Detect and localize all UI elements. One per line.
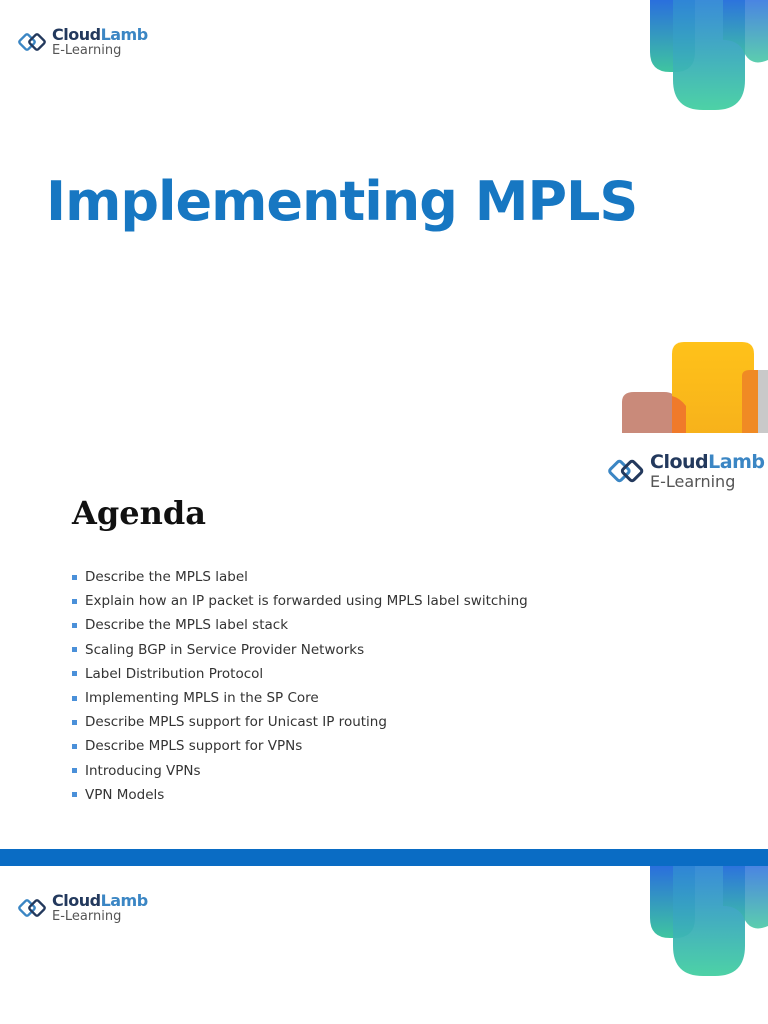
list-item-text: Describe the MPLS label stack (85, 617, 289, 634)
square-bullet-icon (72, 744, 77, 749)
square-bullet-icon (72, 768, 77, 773)
list-item-text: Scaling BGP in Service Provider Networks (85, 641, 365, 658)
list-item-text: Describe MPLS support for VPNs (85, 738, 303, 755)
square-bullet-icon (72, 696, 77, 701)
square-bullet-icon (72, 599, 77, 604)
square-bullet-icon (72, 647, 77, 652)
list-item (72, 565, 528, 589)
slide-next (0, 866, 768, 1024)
brand-logo (18, 27, 148, 57)
cloudlamb-logo-icon (18, 893, 48, 923)
slide-title (0, 0, 768, 433)
brand-tagline: E-Learning (52, 43, 122, 58)
agenda-list (72, 565, 528, 807)
brand-tagline: E-Learning (52, 909, 122, 924)
page-title: Implementing MPLS (46, 170, 638, 233)
list-item-text: Label Distribution Protocol (85, 665, 264, 682)
brand-logo (18, 893, 148, 923)
list-item (72, 783, 528, 807)
decorative-shapes (645, 0, 768, 112)
list-item (72, 686, 528, 710)
list-item (72, 662, 528, 686)
square-bullet-icon (72, 623, 77, 628)
list-item (72, 759, 528, 783)
brand-name: CloudLamb (52, 891, 148, 910)
list-item (72, 710, 528, 734)
list-item-text: Introducing VPNs (85, 762, 201, 779)
list-item-text: Implementing MPLS in the SP Core (85, 690, 319, 707)
cloudlamb-logo-icon (608, 452, 646, 490)
slide-divider (0, 849, 768, 866)
square-bullet-icon (72, 720, 77, 725)
list-item (72, 638, 528, 662)
list-item-text: Explain how an IP packet is forwarded using MPLS label switching (85, 593, 528, 610)
brand-name: CloudLamb (52, 25, 148, 44)
square-bullet-icon (72, 575, 77, 580)
square-bullet-icon (72, 792, 77, 797)
list-item-text: Describe the MPLS label (85, 569, 248, 586)
decorative-shapes (645, 866, 768, 978)
list-item (72, 589, 528, 613)
cloudlamb-logo-icon (18, 27, 48, 57)
list-item (72, 734, 528, 758)
brand-tagline: E-Learning (650, 471, 736, 491)
decorative-bars (620, 340, 768, 433)
list-item-text: VPN Models (85, 786, 165, 803)
square-bullet-icon (72, 671, 77, 676)
list-item-text: Describe MPLS support for Unicast IP routing (85, 714, 387, 731)
list-item (72, 613, 528, 637)
brand-logo (608, 452, 764, 490)
brand-name: CloudLamb (650, 450, 765, 473)
agenda-heading: Agenda (72, 494, 206, 532)
